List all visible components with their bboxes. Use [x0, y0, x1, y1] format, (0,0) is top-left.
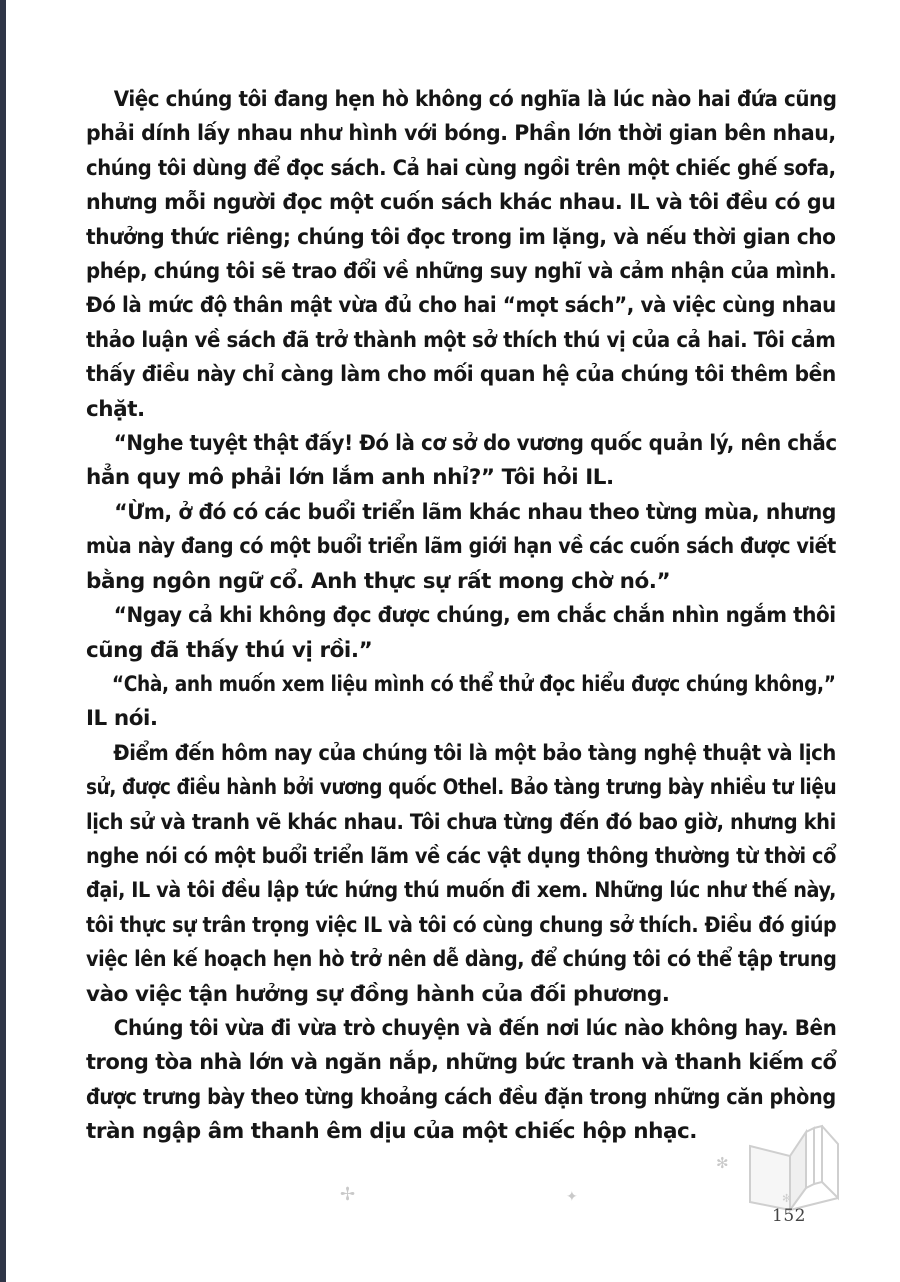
text-line: bằng ngôn ngữ cổ. Anh thực sự rất mong chờ nó.”: [86, 568, 671, 594]
text-line: việc lên kế hoạch hẹn hò trở nên dễ dàng, để chúng tôi có thể tập trung: [86, 947, 837, 973]
text-line: chúng tôi dùng để đọc sách. Cả hai cùng ngồi trên một chiếc ghế sofa,: [86, 155, 836, 181]
text-line: nhưng mỗi người đọc một cuốn sách khác nhau. IL và tôi đều có gu: [86, 190, 836, 216]
text-line: lịch sử và tranh vẽ khác nhau. Tôi chưa từng đến đó bao giờ, nhưng khi: [86, 809, 836, 835]
text-line: Điểm đến hôm nay của chúng tôi là một bảo tàng nghệ thuật và lịch: [113, 740, 836, 766]
text-line: trong tòa nhà lớn và ngăn nắp, những bức tranh và thanh kiếm cổ: [86, 1050, 837, 1076]
text-line: Chúng tôi vừa đi vừa trò chuyện và đến nơi lúc nào không hay. Bên: [113, 1015, 837, 1041]
text-line: “Ừm, ở đó có các buổi triển lãm khác nhau theo từng mùa, nhưng: [114, 499, 836, 525]
cross-ornament-icon: ✢: [340, 1184, 356, 1205]
paragraph: [86, 599, 836, 668]
text-line: thảo luận về sách đã trở thành một sở thích thú vị của cả hai. Tôi cảm: [86, 327, 836, 353]
paragraph: [86, 668, 836, 737]
text-line: được trưng bày theo từng khoảng cách đều đặn trong những căn phòng: [86, 1084, 836, 1110]
text-line: mùa này đang có một buổi triển lãm giới hạn về các cuốn sách được viết: [86, 534, 836, 560]
text-line: thấy điều này chỉ càng làm cho mối quan hệ của chúng tôi thêm bền: [86, 362, 836, 388]
page-body: [86, 83, 836, 1150]
text-line: sử, được điều hành bởi vương quốc Othel. Bảo tàng trưng bày nhiều tư liệu: [86, 775, 837, 801]
text-line: chặt.: [86, 396, 145, 422]
paragraph: [86, 737, 836, 1012]
snowflake-ornament-icon: ✻: [716, 1154, 729, 1172]
text-line: phép, chúng tôi sẽ trao đổi về những suy nghĩ và cảm nhận của mình.: [86, 259, 837, 285]
paragraph: [86, 427, 836, 496]
text-line: IL nói.: [86, 706, 158, 732]
svg-text:✻: ✻: [782, 1192, 792, 1205]
text-line: tôi thực sự trân trọng việc IL và tôi có cùng chung sở thích. Điều đó giúp: [86, 912, 837, 938]
text-line: “Nghe tuyệt thật đấy! Đó là cơ sở do vương quốc quản lý, nên chắc: [113, 431, 837, 457]
text-line: “Ngay cả khi không đọc được chúng, em chắc chắn nhìn ngắm thôi: [113, 603, 836, 629]
page-number: 152: [772, 1206, 806, 1226]
text-line: vào việc tận hưởng sự đồng hành của đối phương.: [86, 981, 670, 1007]
text-line: “Chà, anh muốn xem liệu mình có thể thử đọc hiểu được chúng không,”: [111, 671, 836, 697]
diamond-ornament-icon: ✦: [566, 1189, 578, 1205]
text-line: tràn ngập âm thanh êm dịu của một chiếc hộp nhạc.: [86, 1119, 698, 1145]
text-line: Việc chúng tôi đang hẹn hò không có nghĩa là lúc nào hai đứa cũng: [113, 87, 837, 112]
text-line: hẳn quy mô phải lớn lắm anh nhỉ?” Tôi hỏi IL.: [86, 465, 614, 491]
text-line: nghe nói có một buổi triển lãm về các vật dụng thông thường từ thời cổ: [86, 843, 836, 869]
page-edge-bar: [0, 0, 6, 1282]
open-book-icon: [740, 1118, 844, 1218]
text-line: phải dính lấy nhau như hình với bóng. Phần lớn thời gian bên nhau,: [86, 121, 836, 147]
text-line: thưởng thức riêng; chúng tôi đọc trong im lặng, và nếu thời gian cho: [86, 224, 836, 250]
paragraph: [86, 1012, 836, 1150]
text-line: cũng đã thấy thú vị rồi.”: [86, 637, 373, 663]
paragraph: [86, 83, 836, 427]
text-line: đại, IL và tôi đều lập tức hứng thú muốn đi xem. Những lúc như thế này,: [86, 878, 837, 904]
paragraph: [86, 496, 836, 599]
text-line: Đó là mức độ thân mật vừa đủ cho hai “mọt sách”, và việc cùng nhau: [86, 293, 836, 319]
